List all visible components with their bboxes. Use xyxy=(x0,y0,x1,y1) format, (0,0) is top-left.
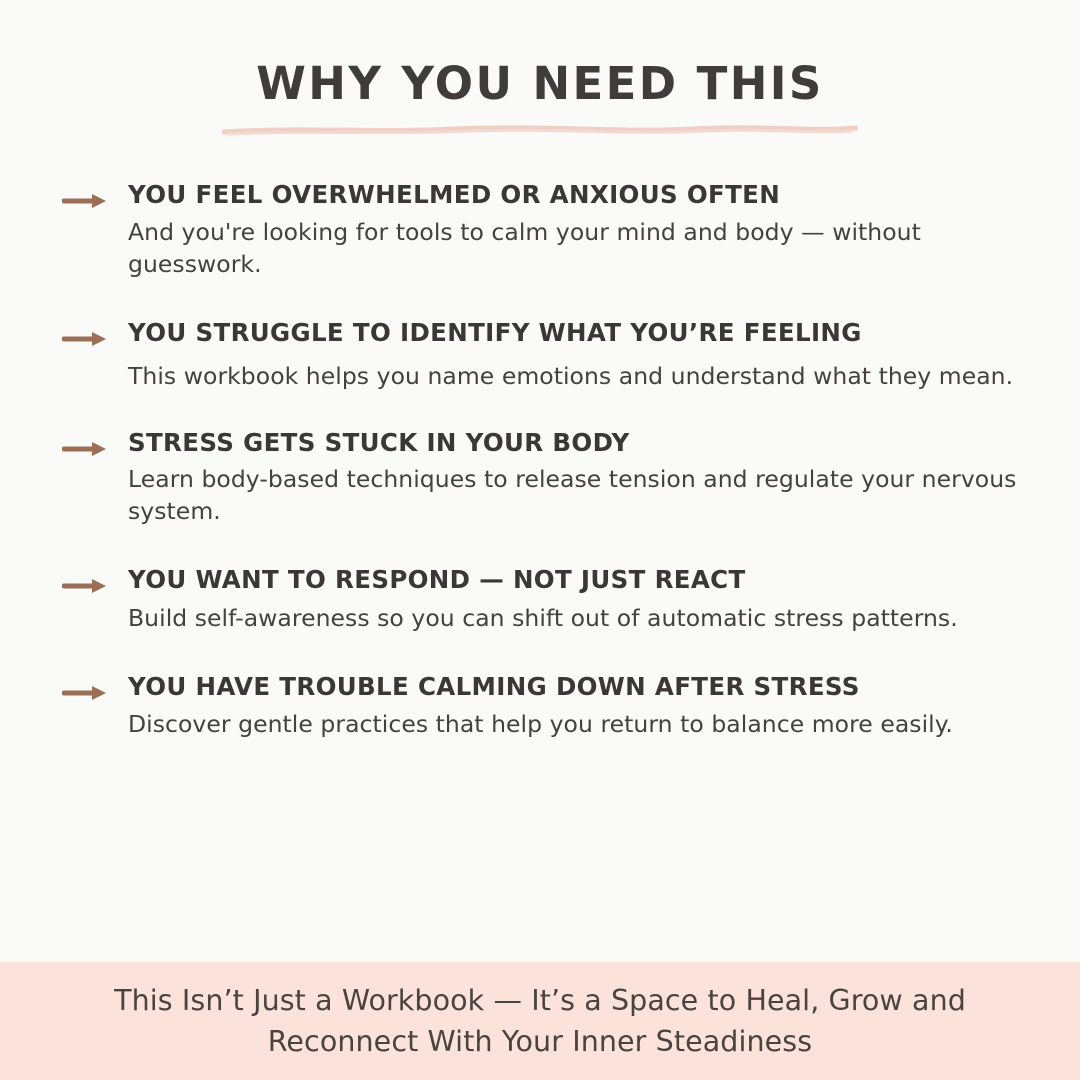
list-item-description: Build self-awareness so you can shift out of automatic stress patterns. xyxy=(128,604,958,633)
arrow-right-icon xyxy=(62,684,110,702)
list-item-title: YOU HAVE TROUBLE CALMING DOWN AFTER STRESS xyxy=(128,671,860,701)
list-item-description: And you're looking for tools to calm your mind and body — without guesswork. xyxy=(128,218,921,279)
list-item-title: YOU FEEL OVERWHELMED OR ANXIOUS OFTEN xyxy=(128,179,781,209)
list-item xyxy=(62,180,1020,282)
title-underline xyxy=(0,124,1080,136)
list-item xyxy=(62,318,1020,393)
list-item-title: YOU STRUGGLE TO IDENTIFY WHAT YOU’RE FEELING xyxy=(128,318,862,348)
arrow-right-icon xyxy=(62,330,110,348)
list-item-description: This workbook helps you name emotions and understand what they mean. xyxy=(128,361,1014,390)
header xyxy=(0,0,1080,136)
list-item-description: Learn body-based techniques to release tension and regulate your nervous system. xyxy=(128,465,1017,526)
page-title: WHY YOU NEED THIS xyxy=(256,57,824,110)
list-item xyxy=(62,672,1020,741)
list-item-description: Discover gentle practices that help you return to balance more easily. xyxy=(128,709,953,738)
footer-text: This Isn’t Just a Workbook — It’s a Space to Heal, Grow and Reconnect With Your Inner Steadiness xyxy=(114,983,966,1058)
list-item xyxy=(62,565,1020,635)
footer-banner xyxy=(0,962,1080,1080)
arrow-right-icon xyxy=(62,192,110,210)
arrow-right-icon xyxy=(62,577,110,595)
list-item xyxy=(62,428,1020,529)
list-item-title: STRESS GETS STUCK IN YOUR BODY xyxy=(128,427,630,457)
reasons-list xyxy=(0,180,1080,1080)
arrow-right-icon xyxy=(62,440,110,458)
list-item-title: YOU WANT TO RESPOND — NOT JUST REACT xyxy=(128,565,746,595)
underline-stroke-icon xyxy=(222,124,858,136)
